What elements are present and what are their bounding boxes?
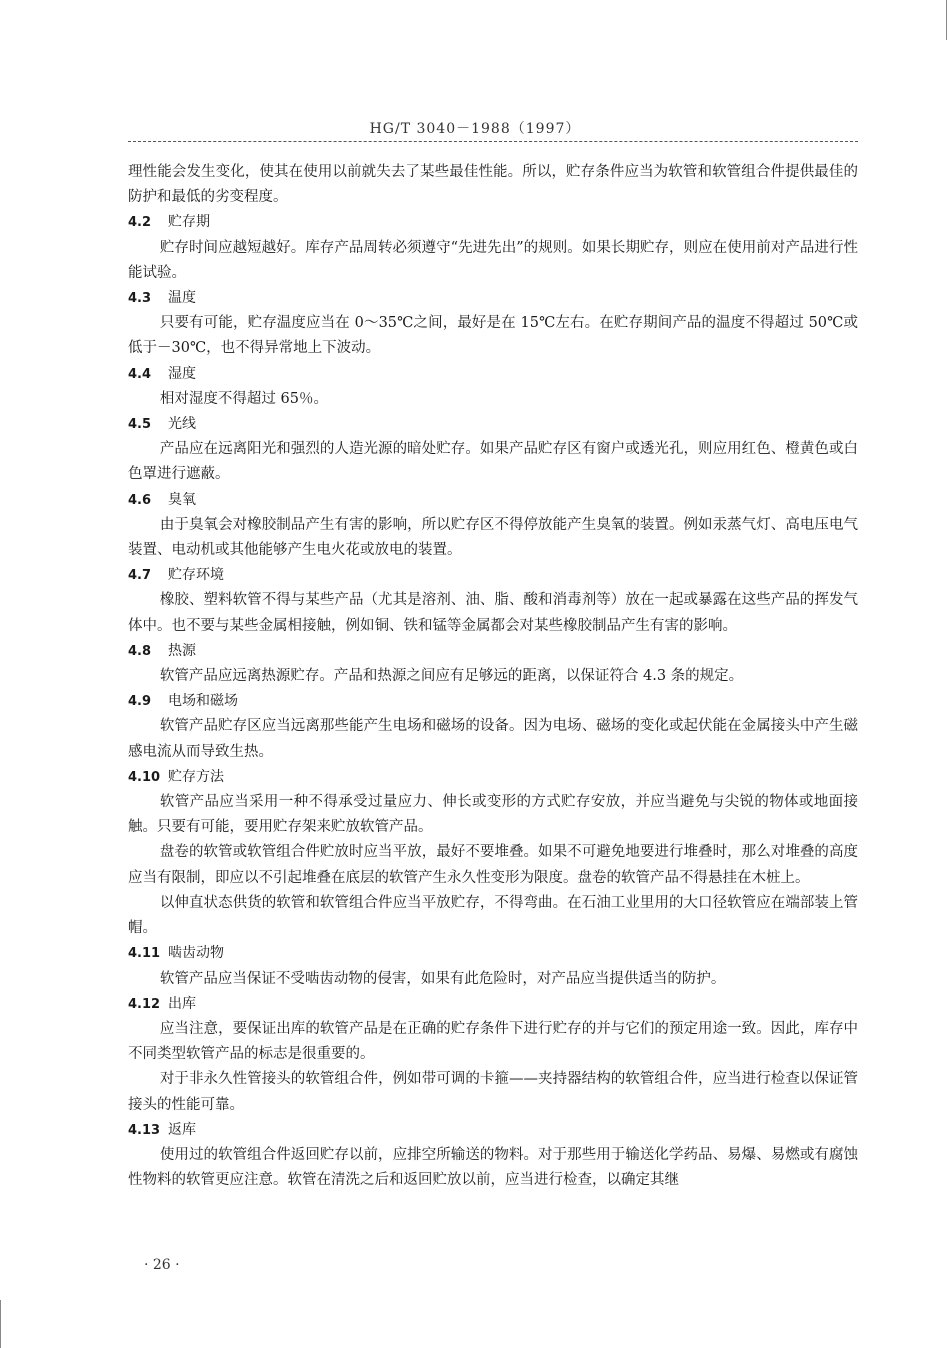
section-title: 湿度 [168,365,196,382]
section-number: 4.7 [128,568,152,584]
section-number: 4.10 [128,769,161,785]
section-number: 4.5 [128,417,152,433]
scan-edge-mark [946,0,947,40]
section-heading [128,639,858,664]
section-heading [128,488,858,513]
scan-edge-mark [0,1300,1,1348]
section-number: 4.9 [128,694,152,710]
section-title: 啮齿动物 [168,945,224,962]
section-title: 返库 [168,1121,196,1138]
section-paragraph: 使用过的软管组合件返回贮存以前，应排空所输送的物料。对于那些用于输送化学药品、易爆、易燃或有腐蚀性物料的软管更应注意。软管在清洗之后和返回贮放以前，应当进行检查，以确定其继 [128,1146,858,1189]
section-paragraph: 橡胶、塑料软管不得与某些产品（尤其是溶剂、油、脂、酸和消毒剂等）放在一起或暴露在这些产品的挥发气体中。也不要与某些金属相接触，例如铜、铁和锰等金属都会对某些橡胶制品产生有害的影响。 [128,592,858,634]
section-paragraph: 对于非永久性管接头的软管组合件，例如带可调的卡箍——夹持器结构的软管组合件，应当进行检查以保证管接头的性能可靠。 [128,1071,858,1113]
section-heading [128,563,858,588]
section-number: 4.11 [128,946,161,962]
section-heading [128,412,858,437]
intro-paragraph: 理性能会发生变化，使其在使用以前就失去了某些最佳性能。所以，贮存条件应当为软管和软管组合件提供最佳的防护和最低的劣变程度。 [128,164,858,206]
section-paragraph: 由于臭氧会对橡胶制品产生有害的影响，所以贮存区不得停放能产生臭氧的装置。例如汞蒸气灯、高电压电气装置、电动机或其他能够产生电火花或放电的装置。 [128,516,858,559]
section-heading [128,286,858,311]
section-number: 4.8 [128,643,152,659]
page-number: · 26 · [144,1257,180,1273]
section-title: 贮存环境 [168,567,224,584]
standard-code-header: HG/T 3040－1988（1997） [369,121,581,137]
section-title: 臭氧 [168,491,196,508]
section-heading [128,362,858,387]
section-title: 贮存方法 [168,768,224,785]
section-title: 出库 [168,995,196,1012]
section-number: 4.6 [128,492,152,508]
section-paragraph: 相对湿度不得超过 65％。 [159,390,328,407]
section-paragraph: 以伸直状态供货的软管和软管组合件应当平放贮存，不得弯曲。在石油工业里用的大口径软管应在端部装上管帽。 [128,894,858,937]
section-number: 4.13 [128,1122,161,1138]
section-heading [128,765,858,790]
section-title: 贮存期 [168,214,210,231]
document-body [128,160,858,1193]
section-title: 温度 [168,290,196,307]
section-paragraph: 盘卷的软管或软管组合件贮放时应当平放，最好不要堆叠。如果不可避免地要进行堆叠时，那么对堆叠的高度应当有限制，即应以不引起堆叠在底层的软管产生永久性变形为限度。盘卷的软管产品不得悬挂在木桩上。 [128,844,858,886]
section-paragraph: 产品应在远离阳光和强烈的人造光源的暗处贮存。如果产品贮存区有窗户或透光孔，则应用红色、橙黄色或白色罩进行遮蔽。 [128,441,858,483]
section-number: 4.3 [128,291,152,307]
section-number: 4.4 [128,366,152,382]
section-paragraph: 软管产品贮存区应当远离那些能产生电场和磁场的设备。因为电场、磁场的变化或起伏能在金属接头中产生磁感电流从而导致生热。 [128,718,858,760]
section-number: 4.2 [128,215,152,231]
section-paragraph: 软管产品应当采用一种不得承受过量应力、伸长或变形的方式贮存安放，并应当避免与尖锐的物体或地面接触。只要有可能，要用贮存架来贮放软管产品。 [128,794,858,836]
section-paragraph: 软管产品应当保证不受啮齿动物的侵害，如果有此危险时，对产品应当提供适当的防护。 [159,970,726,987]
section-paragraph: 应当注意，要保证出库的软管产品是在正确的贮存条件下进行贮存的并与它们的预定用途一致。因此，库存中不同类型软管产品的标志是很重要的。 [128,1020,858,1063]
section-paragraph: 贮存时间应越短越好。库存产品周转必须遵守“先进先出”的规则。如果长期贮存，则应在使用前对产品进行性能试验。 [128,239,858,281]
header-divider [128,141,858,142]
section-heading [128,689,858,714]
section-heading [128,1118,858,1143]
section-heading [128,941,858,966]
section-paragraph: 软管产品应远离热源贮存。产品和热源之间应有足够远的距离，以保证符合 4.3 条的规定。 [159,668,744,685]
section-title: 光线 [168,416,196,433]
section-heading [128,992,858,1017]
section-number: 4.12 [128,996,161,1012]
section-heading [128,210,858,235]
section-title: 电场和磁场 [168,693,238,710]
section-paragraph: 只要有可能，贮存温度应当在 0～35℃之间，最好是在 15℃左右。在贮存期间产品的温度不得超过 50℃或低于－30℃，也不得异常地上下波动。 [128,315,858,357]
section-title: 热源 [168,642,196,659]
